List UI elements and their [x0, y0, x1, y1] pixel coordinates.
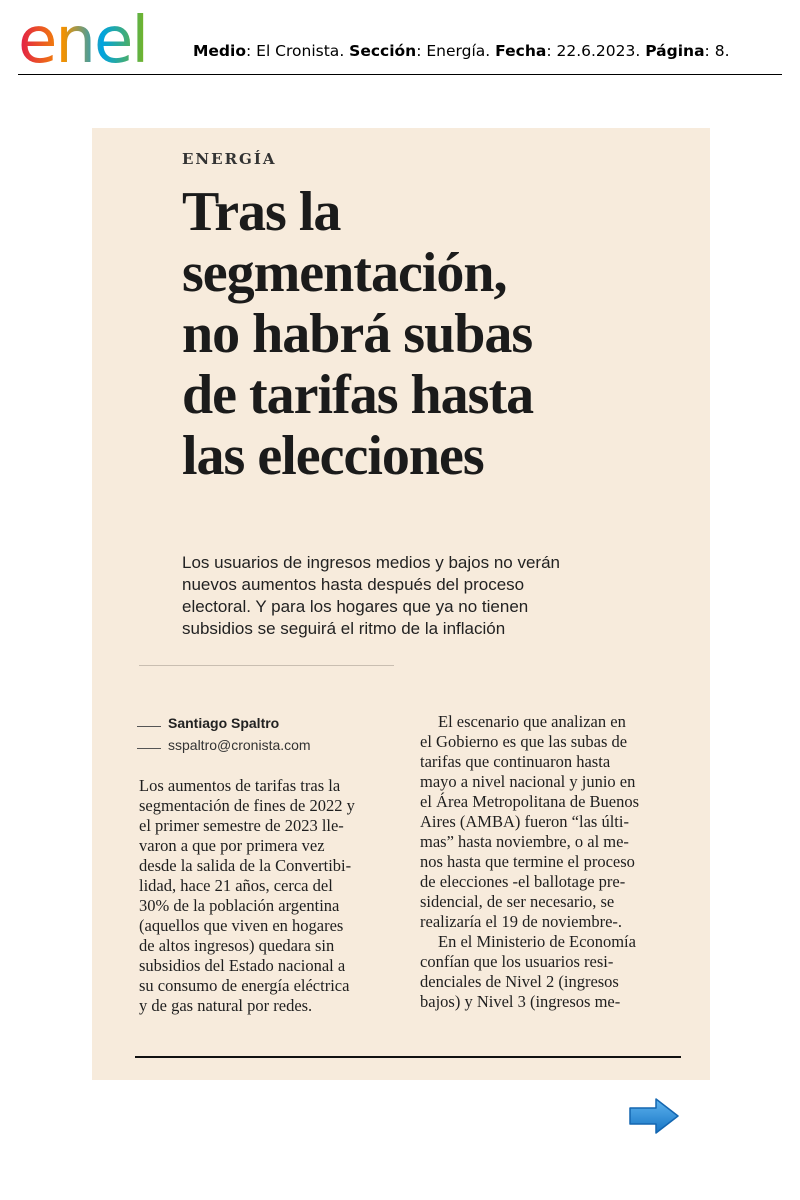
body-line: subsidios del Estado nacional a [139, 956, 346, 975]
newspaper-clipping [92, 128, 710, 1080]
seccion-label: Sección [349, 42, 417, 60]
body-line: sidencial, de ser necesario, se [420, 892, 615, 911]
subheadline-line: electoral. Y para los hogares que ya no tienen [182, 597, 529, 616]
clipping-bottom-rule [135, 1056, 681, 1058]
logo-wordmark: enel [18, 4, 148, 68]
body-line: el Gobierno es que las subas de [420, 732, 628, 751]
body-line: nos hasta que termine el proceso [420, 852, 635, 871]
subheadline-line: subsidios se seguirá el ritmo de la inflación [182, 619, 506, 638]
arrow-right-icon[interactable] [628, 1096, 680, 1136]
headline-line: las elecciones [182, 425, 484, 487]
body-line: el Área Metropolitana de Buenos [420, 792, 640, 811]
body-line: Aires (AMBA) fueron “las últi- [420, 812, 629, 831]
body-line: realizaría el 19 de noviembre-. [420, 912, 623, 931]
article-column-left [139, 776, 401, 1016]
body-line: de elecciones -el ballotage pre- [420, 872, 626, 891]
section-label: ENERGÍA [182, 150, 277, 168]
body-line: denciales de Nivel 2 (ingresos [420, 972, 619, 991]
body-line: su consumo de energía eléctrica [139, 976, 350, 995]
clipping-meta: Medio: El Cronista. Sección: Energía. Fecha: 22.6.2023. Página: 8. [193, 42, 730, 60]
headline [182, 182, 662, 487]
body-line: confían que los usuarios resi- [420, 952, 614, 971]
body-line: de altos ingresos) quedara sin [139, 936, 335, 955]
author-name: Santiago Spaltro [168, 715, 280, 731]
body-line: 30% de la población argentina [139, 896, 340, 915]
subheadline-line: Los usuarios de ingresos medios y bajos no verán [182, 553, 560, 572]
enel-logo [18, 4, 178, 68]
body-line: bajos) y Nivel 3 (ingresos me- [420, 992, 621, 1011]
subheadline-line: nuevos aumentos hasta después del proceso [182, 575, 525, 594]
body-line: mayo a nivel nacional y junio en [420, 772, 636, 791]
byline-dash [137, 726, 161, 727]
body-line: y de gas natural por redes. [139, 996, 313, 1015]
headline-line: Tras la [182, 181, 341, 243]
body-line: lidad, hace 21 años, cerca del [139, 876, 333, 895]
subheadline-divider [139, 665, 394, 666]
body-line: (aquellos que viven en hogares [139, 916, 344, 935]
byline-dash [137, 748, 161, 749]
pagina-label: Página [645, 42, 705, 60]
seccion-value: Energía [426, 42, 486, 60]
body-line: desde la salida de la Convertibi- [139, 856, 352, 875]
next-page-button[interactable] [628, 1096, 680, 1136]
article-column-right [420, 712, 682, 1012]
author-email: sspaltro@cronista.com [168, 737, 311, 753]
body-line: varon a que por primera vez [139, 836, 325, 855]
medio-value: El Cronista [256, 42, 340, 60]
body-line: En el Ministerio de Economía [438, 932, 636, 951]
medio-label: Medio [193, 42, 246, 60]
fecha-value: 22.6.2023 [556, 42, 636, 60]
header [0, 0, 800, 80]
body-line: tarifas que continuaron hasta [420, 752, 611, 771]
headline-line: de tarifas hasta [182, 364, 534, 426]
body-line: segmentación de fines de 2022 y [139, 796, 355, 815]
body-line: Los aumentos de tarifas tras la [139, 776, 341, 795]
body-line: El escenario que analizan en [438, 712, 626, 731]
enel-logo-graphic [18, 4, 178, 68]
header-divider [18, 74, 782, 75]
pagina-value: 8 [714, 42, 725, 60]
body-line: el primer semestre de 2023 lle- [139, 816, 344, 835]
headline-line: segmentación, [182, 242, 507, 304]
subheadline [182, 552, 582, 640]
fecha-label: Fecha [495, 42, 547, 60]
headline-line: no habrá subas [182, 303, 533, 365]
body-line: mas” hasta noviembre, o al me- [420, 832, 629, 851]
